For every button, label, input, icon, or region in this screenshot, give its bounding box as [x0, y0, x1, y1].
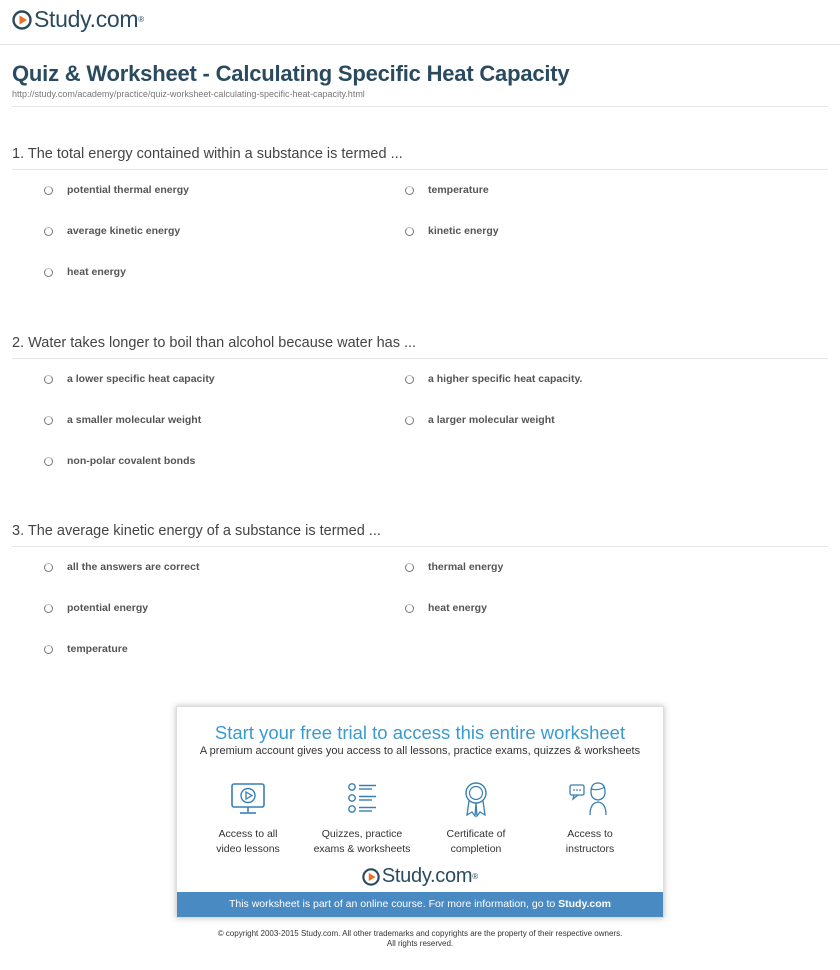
answer-label: a higher specific heat capacity. [428, 373, 583, 385]
answer-label: average kinetic energy [67, 225, 181, 237]
feature-label-line1: Access to [567, 828, 613, 840]
question-text: 3. The average kinetic energy of a substance is termed ... [12, 523, 381, 539]
radio-icon[interactable] [405, 604, 414, 613]
answer-option[interactable] [44, 602, 148, 614]
question-2 [12, 334, 828, 489]
instructor-icon [568, 779, 612, 819]
radio-icon[interactable] [44, 604, 53, 613]
radio-icon[interactable] [405, 227, 414, 236]
study-logo[interactable] [12, 6, 144, 33]
answer-option[interactable] [405, 561, 503, 573]
radio-icon[interactable] [405, 375, 414, 384]
video-lesson-icon [228, 779, 268, 819]
play-circle-logo-icon [362, 868, 380, 886]
feature-certificate [421, 779, 531, 857]
radio-icon[interactable] [405, 186, 414, 195]
question-text: 2. Water takes longer to boil than alcohol because water has ... [12, 335, 417, 351]
promo-subtitle: A premium account gives you access to all lessons, practice exams, quizzes & worksheets [199, 745, 641, 757]
feature-label-line2: exams & worksheets [313, 843, 411, 855]
answer-option[interactable] [44, 373, 215, 385]
promo-title[interactable]: Start your free trial to access this entire worksheet [214, 722, 626, 743]
promo-study-logo[interactable] [177, 865, 663, 888]
answer-label: kinetic energy [428, 225, 499, 237]
answer-label: heat energy [67, 266, 126, 278]
feature-label-line2: instructors [565, 843, 615, 855]
answer-option[interactable] [405, 602, 487, 614]
page-url: http://study.com/academy/practice/quiz-worksheet-calculating-specific-heat-capacity.html [12, 89, 365, 99]
logo-text: Study.com [34, 6, 139, 32]
course-info-bar [177, 892, 663, 917]
answer-option[interactable] [44, 414, 201, 426]
answer-label: a lower specific heat capacity [67, 373, 215, 385]
answer-option[interactable] [44, 184, 189, 196]
radio-icon[interactable] [405, 416, 414, 425]
answer-option[interactable] [44, 225, 180, 237]
answer-option[interactable] [44, 561, 200, 573]
logo-trademark: ® [138, 15, 145, 24]
answer-option[interactable] [405, 225, 499, 237]
answer-label: a smaller molecular weight [67, 414, 202, 426]
study-link[interactable]: Study.com [558, 898, 612, 910]
copyright-line2: All rights reserved. [386, 939, 454, 948]
answer-option[interactable] [44, 455, 195, 467]
feature-label-line1: Quizzes, practice [321, 828, 403, 840]
radio-icon[interactable] [405, 563, 414, 572]
answer-label: a larger molecular weight [428, 414, 555, 426]
radio-icon[interactable] [44, 227, 53, 236]
answer-label: potential energy [67, 602, 149, 614]
answer-option[interactable] [405, 373, 582, 385]
answer-option[interactable] [44, 643, 128, 655]
answer-option[interactable] [405, 414, 555, 426]
radio-icon[interactable] [44, 457, 53, 466]
title-divider [12, 106, 828, 107]
radio-icon[interactable] [44, 268, 53, 277]
feature-instructors [535, 779, 645, 857]
certificate-icon [456, 779, 496, 819]
answer-label: heat energy [428, 602, 487, 614]
page-title: Quiz & Worksheet - Calculating Specific Heat Capacity [12, 61, 570, 86]
answer-option[interactable] [405, 184, 489, 196]
feature-label-line1: Access to all [218, 828, 278, 840]
radio-icon[interactable] [44, 375, 53, 384]
answer-label: non-polar covalent bonds [67, 455, 196, 467]
feature-video-lessons [193, 779, 303, 857]
answer-label: thermal energy [428, 561, 504, 573]
question-1 [12, 145, 828, 300]
feature-label-line1: Certificate of [446, 828, 506, 840]
answer-label: all the answers are correct [67, 561, 200, 573]
feature-label-line2: completion [450, 843, 502, 855]
logo-trademark: ® [472, 872, 479, 881]
radio-icon[interactable] [44, 645, 53, 654]
quiz-list-icon [342, 779, 382, 819]
radio-icon[interactable] [44, 563, 53, 572]
question-3 [12, 522, 828, 677]
radio-icon[interactable] [44, 186, 53, 195]
copyright-footer [0, 929, 840, 949]
feature-quizzes [307, 779, 417, 857]
play-circle-logo-icon [12, 10, 32, 30]
question-text: 1. The total energy contained within a substance is termed ... [12, 146, 403, 162]
logo-text: Study.com [381, 865, 473, 887]
feature-label-line2: video lessons [216, 843, 280, 855]
bar-text: This worksheet is part of an online course. For more information, go to [228, 898, 559, 910]
answer-label: potential thermal energy [67, 184, 189, 196]
header-divider [0, 44, 840, 45]
premium-promo-box [176, 706, 664, 918]
answer-option[interactable] [44, 266, 126, 278]
answer-label: temperature [67, 643, 128, 655]
copyright-line1: © copyright 2003-2015 Study.com. All other trademarks and copyrights are the property of their respective owners. [217, 929, 623, 938]
radio-icon[interactable] [44, 416, 53, 425]
answer-label: temperature [428, 184, 489, 196]
